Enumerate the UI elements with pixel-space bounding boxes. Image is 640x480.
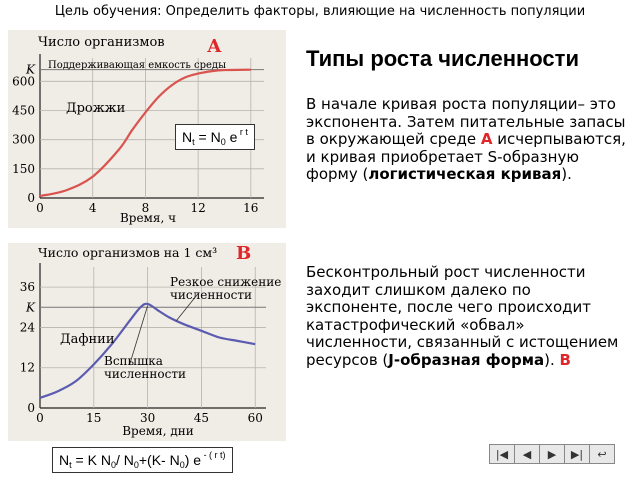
x-tick-label: 30 <box>139 411 156 425</box>
next-slide-button[interactable]: ▶ <box>539 444 565 464</box>
y-tick-label: 300 <box>12 132 35 147</box>
y-tick-label: 450 <box>12 103 35 118</box>
chart-b-xlabel: Время, дни <box>122 424 194 438</box>
slide-title: Типы роста численности <box>306 46 579 71</box>
x-tick-label: 45 <box>193 411 210 425</box>
return-button[interactable]: ↩ <box>589 444 615 464</box>
chart-b-panel <box>8 243 286 441</box>
chart-a-title: Число организмов <box>38 35 165 50</box>
x-tick-label: 0 <box>36 411 44 425</box>
learning-goal: Цель обучения: Определить факторы, влияющие на численность популяции <box>54 4 586 19</box>
k-label: K <box>26 62 35 77</box>
chart-a-capacity-label: Поддерживающая емкость среды <box>48 60 227 71</box>
x-tick-label: 4 <box>88 201 97 215</box>
formula-exponential: $N_t = N_0$ e $^{r t}$ <box>175 124 255 150</box>
chart-a-xlabel: Время, ч <box>119 211 177 225</box>
slide-navigation <box>489 444 614 464</box>
y-tick-label: 0 <box>27 401 35 415</box>
prev-slide-button[interactable]: ◀ <box>514 444 540 464</box>
y-tick-label: 150 <box>12 161 35 176</box>
k-label: K <box>26 300 35 315</box>
y-tick-label: 600 <box>12 74 35 89</box>
last-slide-button[interactable]: ▶| <box>564 444 590 464</box>
x-tick-label: 8 <box>141 201 150 215</box>
y-tick-label: 0 <box>27 191 35 205</box>
paragraph-jcurve: Бесконтрольный рост численности заходит слишком далеко по экспоненте, после чего происходит катастрофический «обвал» численности, связанный с истощением ресурсов (J-образная форма). В <box>306 263 619 369</box>
drop-annotation: Резкое снижение численности <box>170 275 282 302</box>
x-tick-label: 0 <box>36 201 44 215</box>
first-slide-button[interactable]: |◀ <box>489 444 515 464</box>
peak-annotation: Вспышка численности <box>104 354 186 381</box>
chart-b-organism: Дафнии <box>60 332 115 347</box>
x-tick-label: 16 <box>243 201 259 215</box>
y-tick-label: 36 <box>19 280 35 295</box>
chart-b-title: Число организмов на 1 см³ <box>38 245 218 260</box>
y-tick-label: 24 <box>19 320 35 335</box>
y-tick-label: 12 <box>19 360 35 375</box>
chart-a-organism: Дрожжи <box>66 101 126 116</box>
chart-b-letter: В <box>236 243 252 264</box>
x-tick-label: 12 <box>190 201 206 215</box>
chart-a-letter: А <box>207 36 222 57</box>
paragraph-logistic: В начале кривая роста популяции– это экспонента. Затем питательные запасы в окружающей среде А исчерпываются, и кривая приобретает S-образную форму (логистическая кривая). <box>306 95 626 183</box>
formula-logistic: $N_t = K$ $N_0/$ $N_0+(K-$ $N_0$) e $^{- ( r t)}$ <box>52 447 233 473</box>
x-tick-label: 60 <box>247 411 263 425</box>
chart-b-svg <box>8 243 286 441</box>
x-tick-label: 15 <box>86 411 102 425</box>
